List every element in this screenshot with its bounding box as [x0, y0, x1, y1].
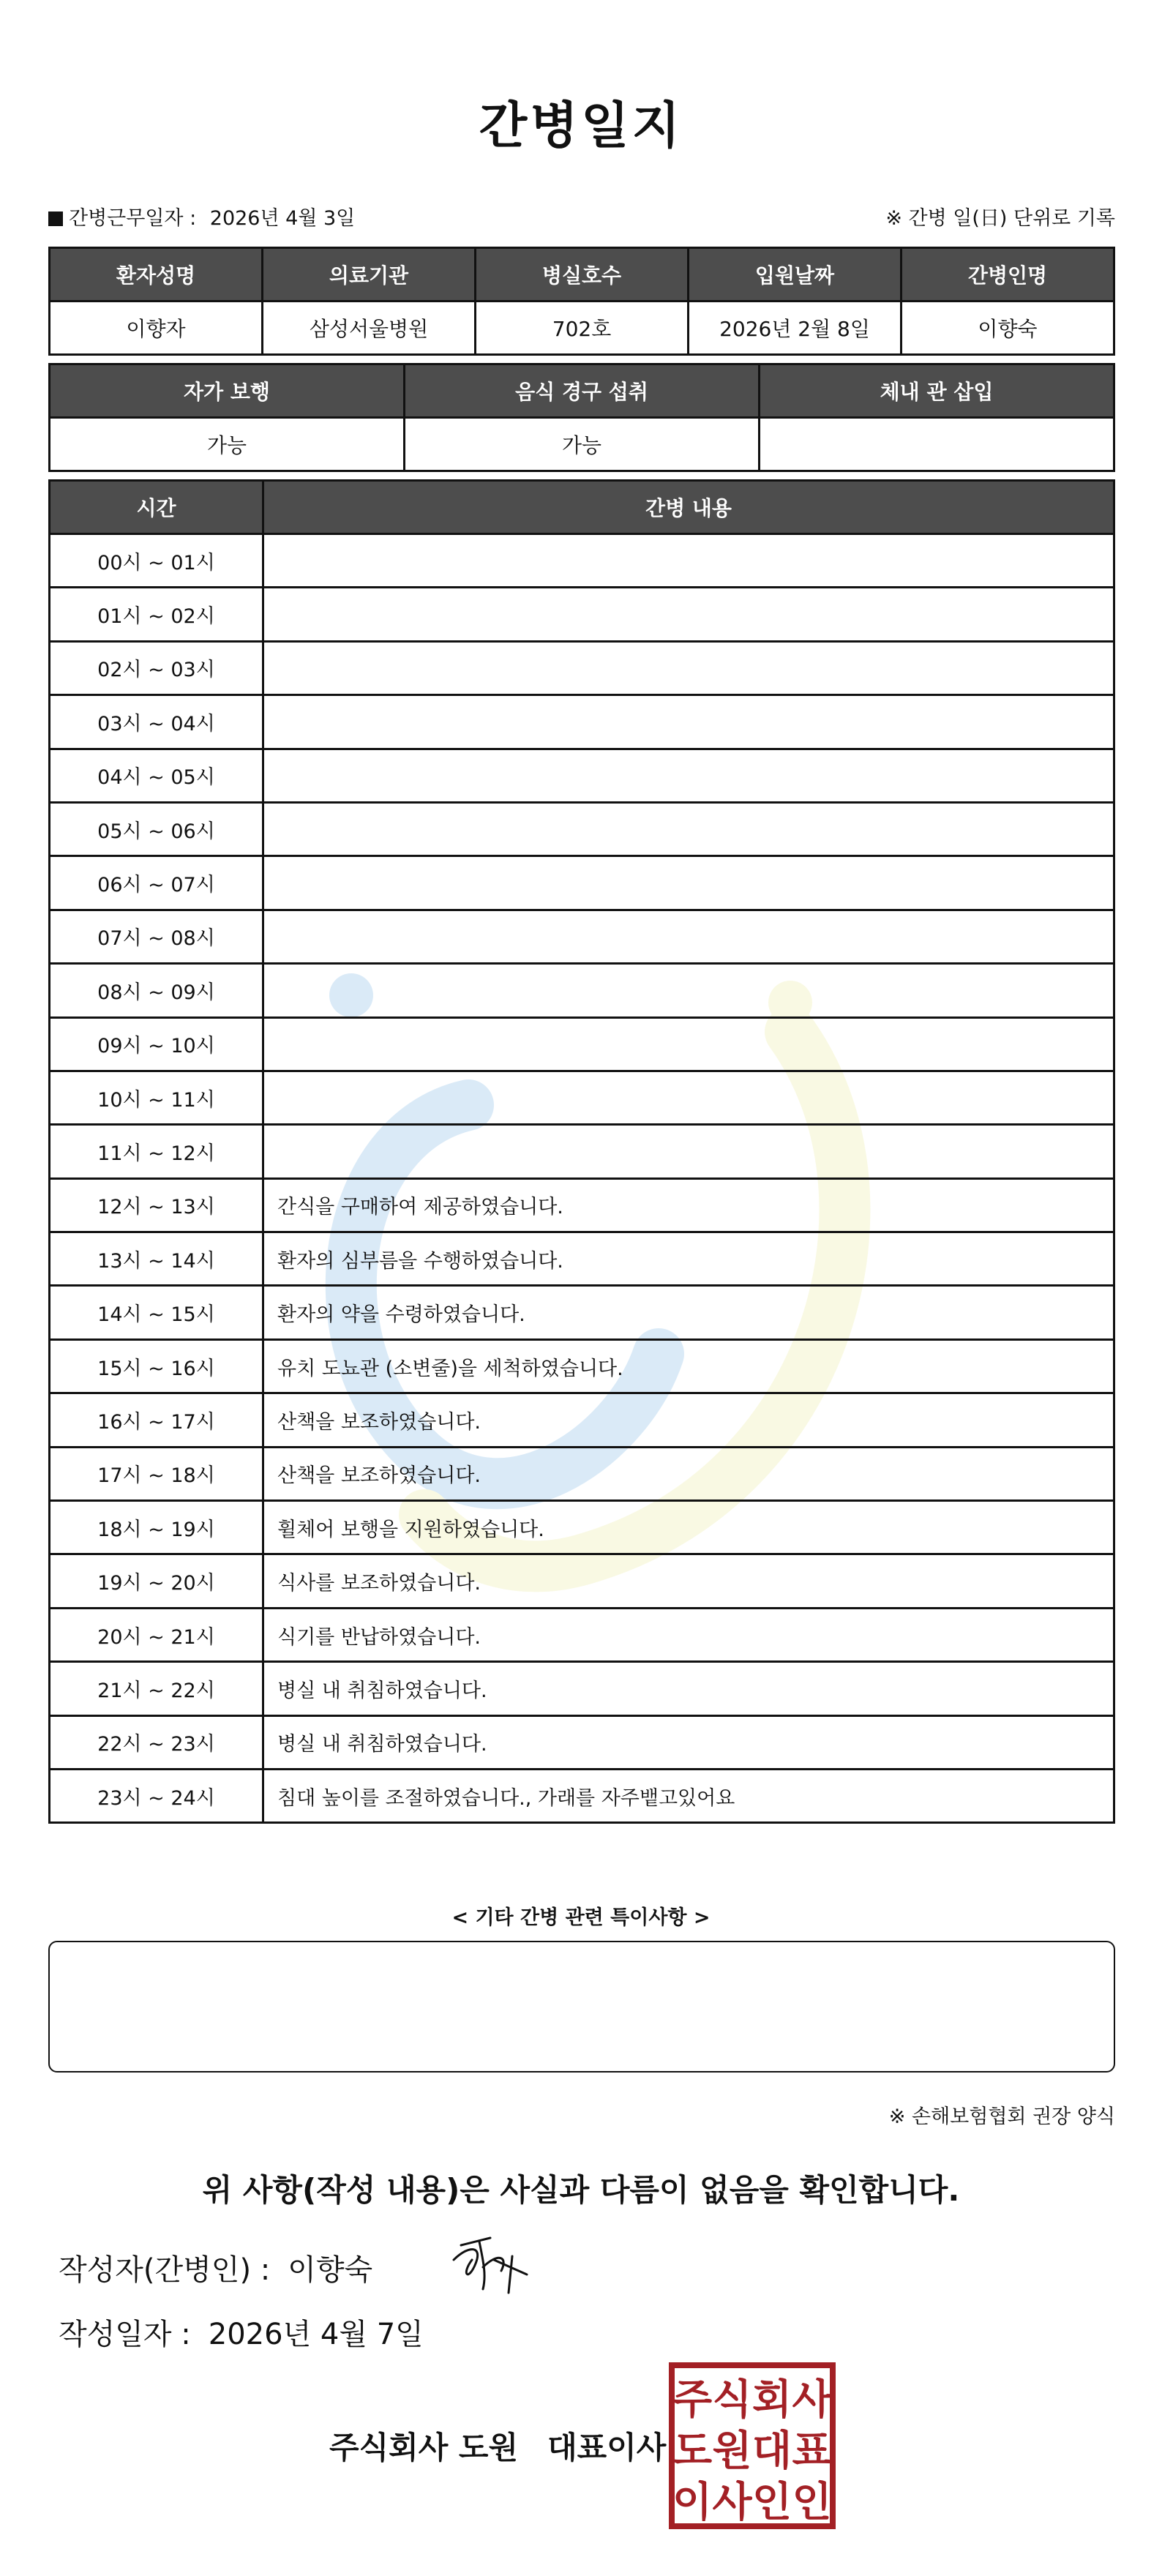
table-row — [50, 802, 1114, 855]
log-content — [263, 534, 1114, 588]
table-row — [50, 1608, 1114, 1661]
company-seal-icon — [669, 2362, 836, 2529]
seal-char: 사 — [712, 2479, 752, 2526]
table-row — [50, 1071, 1114, 1124]
log-content — [263, 1071, 1114, 1124]
care-date — [48, 202, 355, 231]
log-content — [263, 588, 1114, 641]
log-time: 21시 ~ 22시 — [50, 1662, 263, 1715]
form-note: ※ 손해보험협회 권장 양식 — [888, 2105, 1115, 2128]
seal-char: 주 — [672, 2376, 713, 2424]
writer-label: 작성자(간병인) : — [59, 2253, 271, 2287]
log-content — [263, 1017, 1114, 1071]
header-room: 병실호수 — [476, 248, 689, 302]
written-date-label: 작성일자 : — [59, 2318, 191, 2351]
table-row — [50, 1393, 1114, 1447]
log-content: 휠체어 보행을 지원하였습니다. — [263, 1501, 1114, 1554]
table-row — [50, 910, 1114, 963]
document-title: 간병일지 — [479, 97, 683, 155]
care-log-body — [50, 534, 1114, 1823]
hospital: 삼성서울병원 — [263, 302, 476, 355]
table-row — [50, 1232, 1114, 1286]
log-time: 23시 ~ 24시 — [50, 1769, 263, 1822]
log-time: 22시 ~ 23시 — [50, 1715, 263, 1769]
seal-char: 원 — [712, 2427, 752, 2475]
log-time: 15시 ~ 16시 — [50, 1339, 263, 1393]
header-caregiver-name: 간병인명 — [902, 248, 1114, 302]
log-time: 01시 ~ 02시 — [50, 588, 263, 641]
log-time: 02시 ~ 03시 — [50, 641, 263, 694]
log-content — [263, 749, 1114, 802]
log-content — [263, 964, 1114, 1017]
header-time: 시간 — [50, 481, 263, 534]
table-row — [50, 749, 1114, 802]
table-row — [50, 1554, 1114, 1608]
log-content: 산책을 보조하였습니다. — [263, 1447, 1114, 1500]
log-content: 식기를 반납하였습니다. — [263, 1608, 1114, 1661]
header-admission-date: 입원날짜 — [689, 248, 902, 302]
self-walking-value: 가능 — [50, 418, 405, 471]
log-time: 00시 ~ 01시 — [50, 534, 263, 588]
log-time: 18시 ~ 19시 — [50, 1501, 263, 1554]
care-date-label: 간병근무일자 : — [69, 207, 197, 230]
tube-insertion-value — [760, 418, 1114, 471]
log-content: 간식을 구매하여 제공하였습니다. — [263, 1178, 1114, 1232]
oral-intake-value: 가능 — [405, 418, 760, 471]
room-number: 702호 — [476, 302, 689, 355]
log-content: 침대 높이를 조절하였습니다., 가래를 자주뱉고있어요 — [263, 1769, 1114, 1822]
log-time: 20시 ~ 21시 — [50, 1608, 263, 1661]
remarks-title: < 기타 간병 관련 특이사항 > — [451, 1906, 711, 1929]
log-time: 09시 ~ 10시 — [50, 1017, 263, 1071]
patient-name: 이향자 — [50, 302, 263, 355]
log-content — [263, 802, 1114, 855]
header-care-content: 간병 내용 — [263, 481, 1114, 534]
log-time: 13시 ~ 14시 — [50, 1232, 263, 1286]
written-date-line — [59, 2311, 424, 2353]
remarks-box — [48, 1941, 1115, 2073]
header-tube-insertion: 체내 관 삽입 — [760, 364, 1114, 418]
care-date-value: 2026년 4월 3일 — [209, 207, 356, 230]
table-row — [50, 1662, 1114, 1715]
log-time: 19시 ~ 20시 — [50, 1554, 263, 1608]
care-log-table — [48, 479, 1115, 1824]
log-time: 05시 ~ 06시 — [50, 802, 263, 855]
seal-char: 인 — [792, 2479, 832, 2526]
log-content: 산책을 보조하였습니다. — [263, 1393, 1114, 1447]
table-row — [50, 1178, 1114, 1232]
seal-char: 대 — [751, 2427, 792, 2475]
seal-char: 사 — [792, 2376, 832, 2424]
table-row — [50, 856, 1114, 910]
log-time: 08시 ~ 09시 — [50, 964, 263, 1017]
table-row — [50, 695, 1114, 749]
table-row — [50, 1286, 1114, 1339]
log-time: 04시 ~ 05시 — [50, 749, 263, 802]
log-content — [263, 695, 1114, 749]
table-row — [50, 1715, 1114, 1769]
header-self-walking: 자가 보행 — [50, 364, 405, 418]
log-content — [263, 856, 1114, 910]
log-time: 17시 ~ 18시 — [50, 1447, 263, 1500]
seal-char: 인 — [751, 2479, 792, 2526]
log-time: 16시 ~ 17시 — [50, 1393, 263, 1447]
table-row — [50, 1769, 1114, 1822]
header-patient-name: 환자성명 — [50, 248, 263, 302]
writer-line — [59, 2247, 372, 2288]
table-row — [50, 534, 1114, 588]
log-time: 10시 ~ 11시 — [50, 1071, 263, 1124]
log-content: 환자의 심부름을 수행하였습니다. — [263, 1232, 1114, 1286]
table-row — [50, 1017, 1114, 1071]
company-name: 주식회사 도원 — [329, 2430, 519, 2465]
log-content: 환자의 약을 수령하였습니다. — [263, 1286, 1114, 1339]
log-content — [263, 1125, 1114, 1178]
log-time: 12시 ~ 13시 — [50, 1178, 263, 1232]
square-bullet-icon — [48, 211, 63, 226]
confirmation-statement: 위 사항(작성 내용)은 사실과 다름이 없음을 확인합니다. — [202, 2172, 960, 2208]
table-row — [50, 1447, 1114, 1500]
caregiver-name: 이향숙 — [902, 302, 1114, 355]
log-content: 유치 도뇨관 (소변줄)을 세척하였습니다. — [263, 1339, 1114, 1393]
log-time: 07시 ~ 08시 — [50, 910, 263, 963]
header-oral-intake: 음식 경구 섭취 — [405, 364, 760, 418]
writer-name: 이향숙 — [288, 2253, 373, 2287]
log-content: 식사를 보조하였습니다. — [263, 1554, 1114, 1608]
seal-char: 표 — [792, 2427, 832, 2475]
table-row — [50, 641, 1114, 694]
table-row — [50, 964, 1114, 1017]
seal-char: 회 — [751, 2376, 792, 2424]
seal-char: 도 — [672, 2427, 713, 2475]
seal-char: 식 — [712, 2376, 752, 2424]
written-date-value: 2026년 4월 7일 — [208, 2318, 424, 2351]
record-note: ※ 간병 일(日) 단위로 기록 — [885, 207, 1115, 230]
log-content: 병실 내 취침하였습니다. — [263, 1662, 1114, 1715]
log-content — [263, 910, 1114, 963]
patient-status-table — [48, 363, 1115, 472]
table-row — [50, 1501, 1114, 1554]
company-representative: 대표이사 — [547, 2430, 667, 2465]
log-time: 11시 ~ 12시 — [50, 1125, 263, 1178]
log-time: 14시 ~ 15시 — [50, 1286, 263, 1339]
table-row — [50, 588, 1114, 641]
log-time: 06시 ~ 07시 — [50, 856, 263, 910]
log-content: 병실 내 취침하였습니다. — [263, 1715, 1114, 1769]
patient-info-table — [48, 247, 1115, 356]
table-row — [50, 1125, 1114, 1178]
seal-char: 이 — [672, 2479, 713, 2526]
signature-icon — [439, 2231, 534, 2296]
table-row — [50, 1339, 1114, 1393]
admission-date: 2026년 2월 8일 — [689, 302, 902, 355]
company-line — [329, 2424, 666, 2468]
log-content — [263, 641, 1114, 694]
header-hospital: 의료기관 — [263, 248, 476, 302]
log-time: 03시 ~ 04시 — [50, 695, 263, 749]
